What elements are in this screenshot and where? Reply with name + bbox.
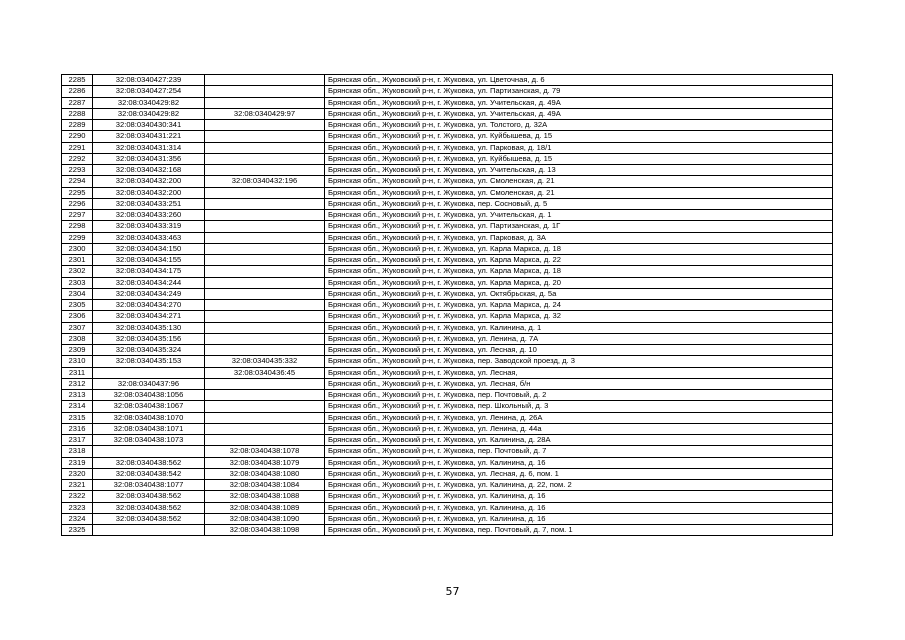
cadastral-number-cell: 32:08:0340434:270 xyxy=(93,300,205,311)
cadastral-number-cell: 32:08:0340434:271 xyxy=(93,311,205,322)
registry-table xyxy=(61,74,833,536)
table-row xyxy=(62,480,833,491)
table-row xyxy=(62,333,833,344)
row-number-cell: 2291 xyxy=(62,142,93,153)
row-number-cell: 2323 xyxy=(62,502,93,513)
address-cell: Брянская обл., Жуковский р-н, г. Жуковка, ул. Учительская, д. 13 xyxy=(325,165,833,176)
table-row xyxy=(62,345,833,356)
linked-cadastral-number-cell xyxy=(205,435,325,446)
address-cell: Брянская обл., Жуковский р-н, г. Жуковка, ул. Учительская, д. 49А xyxy=(325,97,833,108)
linked-cadastral-number-cell xyxy=(205,210,325,221)
address-cell: Брянская обл., Жуковский р-н, г. Жуковка, ул. Лесная, xyxy=(325,367,833,378)
cadastral-number-cell: 32:08:0340427:239 xyxy=(93,75,205,86)
row-number-cell: 2297 xyxy=(62,210,93,221)
cadastral-number-cell: 32:08:0340427:254 xyxy=(93,86,205,97)
linked-cadastral-number-cell xyxy=(205,243,325,254)
linked-cadastral-number-cell xyxy=(205,120,325,131)
linked-cadastral-number-cell xyxy=(205,86,325,97)
cadastral-number-cell: 32:08:0340434:175 xyxy=(93,266,205,277)
row-number-cell: 2307 xyxy=(62,322,93,333)
address-cell: Брянская обл., Жуковский р-н, г. Жуковка, ул. Куйбышева, д. 15 xyxy=(325,153,833,164)
linked-cadastral-number-cell: 32:08:0340438:1079 xyxy=(205,457,325,468)
row-number-cell: 2311 xyxy=(62,367,93,378)
table-row xyxy=(62,187,833,198)
cadastral-number-cell: 32:08:0340435:156 xyxy=(93,333,205,344)
row-number-cell: 2320 xyxy=(62,468,93,479)
cadastral-number-cell: 32:08:0340438:562 xyxy=(93,491,205,502)
linked-cadastral-number-cell xyxy=(205,412,325,423)
address-cell: Брянская обл., Жуковский р-н, г. Жуковка, ул. Смоленская, д. 21 xyxy=(325,187,833,198)
row-number-cell: 2324 xyxy=(62,513,93,524)
linked-cadastral-number-cell xyxy=(205,277,325,288)
cadastral-number-cell: 32:08:0340430:341 xyxy=(93,120,205,131)
page-number: 57 xyxy=(445,585,460,598)
cadastral-number-cell: 32:08:0340435:130 xyxy=(93,322,205,333)
table-row xyxy=(62,311,833,322)
row-number-cell: 2301 xyxy=(62,255,93,266)
cadastral-number-cell: 32:08:0340438:1056 xyxy=(93,390,205,401)
address-cell: Брянская обл., Жуковский р-н, г. Жуковка, пер. Заводской проезд, д. 3 xyxy=(325,356,833,367)
row-number-cell: 2321 xyxy=(62,480,93,491)
table-row xyxy=(62,221,833,232)
table-row xyxy=(62,367,833,378)
row-number-cell: 2289 xyxy=(62,120,93,131)
linked-cadastral-number-cell: 32:08:0340438:1098 xyxy=(205,525,325,536)
address-cell: Брянская обл., Жуковский р-н, г. Жуковка, ул. Калинина, д. 16 xyxy=(325,457,833,468)
cadastral-number-cell: 32:08:0340434:150 xyxy=(93,243,205,254)
row-number-cell: 2299 xyxy=(62,232,93,243)
linked-cadastral-number-cell xyxy=(205,198,325,209)
row-number-cell: 2319 xyxy=(62,457,93,468)
row-number-cell: 2325 xyxy=(62,525,93,536)
linked-cadastral-number-cell xyxy=(205,288,325,299)
address-cell: Брянская обл., Жуковский р-н, г. Жуковка, ул. Октябрьская, д. 5а xyxy=(325,288,833,299)
address-cell: Брянская обл., Жуковский р-н, г. Жуковка, пер. Почтовый, д. 7 xyxy=(325,446,833,457)
linked-cadastral-number-cell xyxy=(205,232,325,243)
table-row xyxy=(62,277,833,288)
linked-cadastral-number-cell: 32:08:0340438:1089 xyxy=(205,502,325,513)
cadastral-number-cell: 32:08:0340433:463 xyxy=(93,232,205,243)
row-number-cell: 2292 xyxy=(62,153,93,164)
linked-cadastral-number-cell xyxy=(205,75,325,86)
row-number-cell: 2312 xyxy=(62,378,93,389)
table-row xyxy=(62,502,833,513)
address-cell: Брянская обл., Жуковский р-н, г. Жуковка, ул. Ленина, д. 44а xyxy=(325,423,833,434)
table-row xyxy=(62,198,833,209)
cadastral-number-cell: 32:08:0340429:82 xyxy=(93,97,205,108)
address-cell: Брянская обл., Жуковский р-н, г. Жуковка, ул. Калинина, д. 22, пом. 2 xyxy=(325,480,833,491)
table-row xyxy=(62,255,833,266)
cadastral-number-cell: 32:08:0340435:324 xyxy=(93,345,205,356)
linked-cadastral-number-cell xyxy=(205,131,325,142)
table-row xyxy=(62,446,833,457)
linked-cadastral-number-cell: 32:08:0340436:45 xyxy=(205,367,325,378)
table-row xyxy=(62,525,833,536)
row-number-cell: 2298 xyxy=(62,221,93,232)
cadastral-number-cell: 32:08:0340432:200 xyxy=(93,176,205,187)
linked-cadastral-number-cell xyxy=(205,401,325,412)
row-number-cell: 2314 xyxy=(62,401,93,412)
cadastral-number-cell: 32:08:0340438:1070 xyxy=(93,412,205,423)
table-row xyxy=(62,86,833,97)
address-cell: Брянская обл., Жуковский р-н, г. Жуковка, ул. Толстого, д. 32А xyxy=(325,120,833,131)
linked-cadastral-number-cell xyxy=(205,255,325,266)
row-number-cell: 2300 xyxy=(62,243,93,254)
row-number-cell: 2293 xyxy=(62,165,93,176)
address-cell: Брянская обл., Жуковский р-н, г. Жуковка, ул. Лесная, б/н xyxy=(325,378,833,389)
linked-cadastral-number-cell xyxy=(205,390,325,401)
address-cell: Брянская обл., Жуковский р-н, г. Жуковка, ул. Калинина, д. 16 xyxy=(325,513,833,524)
row-number-cell: 2306 xyxy=(62,311,93,322)
table-row xyxy=(62,108,833,119)
linked-cadastral-number-cell xyxy=(205,153,325,164)
address-cell: Брянская обл., Жуковский р-н, г. Жуковка, пер. Почтовый, д. 7, пом. 1 xyxy=(325,525,833,536)
row-number-cell: 2315 xyxy=(62,412,93,423)
linked-cadastral-number-cell xyxy=(205,142,325,153)
linked-cadastral-number-cell xyxy=(205,266,325,277)
cadastral-number-cell: 32:08:0340433:319 xyxy=(93,221,205,232)
table-row xyxy=(62,75,833,86)
table-row xyxy=(62,97,833,108)
row-number-cell: 2303 xyxy=(62,277,93,288)
linked-cadastral-number-cell: 32:08:0340435:332 xyxy=(205,356,325,367)
row-number-cell: 2296 xyxy=(62,198,93,209)
linked-cadastral-number-cell xyxy=(205,322,325,333)
cadastral-number-cell: 32:08:0340431:356 xyxy=(93,153,205,164)
row-number-cell: 2305 xyxy=(62,300,93,311)
cadastral-number-cell: 32:08:0340438:562 xyxy=(93,457,205,468)
linked-cadastral-number-cell: 32:08:0340438:1090 xyxy=(205,513,325,524)
address-cell: Брянская обл., Жуковский р-н, г. Жуковка, ул. Карла Маркса, д. 24 xyxy=(325,300,833,311)
cadastral-number-cell: 32:08:0340438:542 xyxy=(93,468,205,479)
row-number-cell: 2308 xyxy=(62,333,93,344)
table-row xyxy=(62,322,833,333)
address-cell: Брянская обл., Жуковский р-н, г. Жуковка, ул. Калинина, д. 16 xyxy=(325,502,833,513)
cadastral-number-cell: 32:08:0340434:249 xyxy=(93,288,205,299)
address-cell: Брянская обл., Жуковский р-н, г. Жуковка, пер. Сосновый, д. 5 xyxy=(325,198,833,209)
row-number-cell: 2317 xyxy=(62,435,93,446)
cadastral-number-cell: 32:08:0340438:1073 xyxy=(93,435,205,446)
address-cell: Брянская обл., Жуковский р-н, г. Жуковка, ул. Карла Маркса, д. 22 xyxy=(325,255,833,266)
cadastral-number-cell: 32:08:0340431:221 xyxy=(93,131,205,142)
linked-cadastral-number-cell xyxy=(205,333,325,344)
cadastral-number-cell: 32:08:0340438:1071 xyxy=(93,423,205,434)
address-cell: Брянская обл., Жуковский р-н, г. Жуковка, ул. Куйбышева, д. 15 xyxy=(325,131,833,142)
row-number-cell: 2287 xyxy=(62,97,93,108)
address-cell: Брянская обл., Жуковский р-н, г. Жуковка, пер. Почтовый, д. 2 xyxy=(325,390,833,401)
row-number-cell: 2286 xyxy=(62,86,93,97)
row-number-cell: 2295 xyxy=(62,187,93,198)
address-cell: Брянская обл., Жуковский р-н, г. Жуковка, ул. Карла Маркса, д. 18 xyxy=(325,266,833,277)
cadastral-number-cell: 32:08:0340429:82 xyxy=(93,108,205,119)
linked-cadastral-number-cell: 32:08:0340432:196 xyxy=(205,176,325,187)
address-cell: Брянская обл., Жуковский р-н, г. Жуковка, ул. Калинина, д. 1 xyxy=(325,322,833,333)
address-cell: Брянская обл., Жуковский р-н, г. Жуковка, ул. Ленина, д. 26А xyxy=(325,412,833,423)
cadastral-number-cell: 32:08:0340438:1077 xyxy=(93,480,205,491)
address-cell: Брянская обл., Жуковский р-н, г. Жуковка, ул. Калинина, д. 16 xyxy=(325,491,833,502)
address-cell: Брянская обл., Жуковский р-н, г. Жуковка, ул. Цветочная, д. 6 xyxy=(325,75,833,86)
address-cell: Брянская обл., Жуковский р-н, г. Жуковка, ул. Учительская, д. 49А xyxy=(325,108,833,119)
linked-cadastral-number-cell xyxy=(205,97,325,108)
cadastral-number-cell: 32:08:0340438:562 xyxy=(93,502,205,513)
cadastral-number-cell xyxy=(93,367,205,378)
address-cell: Брянская обл., Жуковский р-н, г. Жуковка, ул. Карла Маркса, д. 32 xyxy=(325,311,833,322)
table-row xyxy=(62,435,833,446)
linked-cadastral-number-cell xyxy=(205,165,325,176)
linked-cadastral-number-cell: 32:08:0340438:1088 xyxy=(205,491,325,502)
cadastral-number-cell: 32:08:0340438:1067 xyxy=(93,401,205,412)
row-number-cell: 2288 xyxy=(62,108,93,119)
table-row xyxy=(62,232,833,243)
cadastral-number-cell: 32:08:0340438:562 xyxy=(93,513,205,524)
cadastral-number-cell: 32:08:0340433:251 xyxy=(93,198,205,209)
address-cell: Брянская обл., Жуковский р-н, г. Жуковка, ул. Лесная, д. 6, пом. 1 xyxy=(325,468,833,479)
row-number-cell: 2302 xyxy=(62,266,93,277)
row-number-cell: 2304 xyxy=(62,288,93,299)
table-row xyxy=(62,142,833,153)
table-row xyxy=(62,423,833,434)
cadastral-number-cell: 32:08:0340433:260 xyxy=(93,210,205,221)
table-row xyxy=(62,513,833,524)
cadastral-number-cell: 32:08:0340432:200 xyxy=(93,187,205,198)
table-row xyxy=(62,165,833,176)
table-row xyxy=(62,288,833,299)
table-row xyxy=(62,468,833,479)
linked-cadastral-number-cell xyxy=(205,300,325,311)
table-row xyxy=(62,120,833,131)
address-cell: Брянская обл., Жуковский р-н, г. Жуковка, пер. Школьный, д. 3 xyxy=(325,401,833,412)
row-number-cell: 2318 xyxy=(62,446,93,457)
linked-cadastral-number-cell xyxy=(205,423,325,434)
table-row xyxy=(62,210,833,221)
address-cell: Брянская обл., Жуковский р-н, г. Жуковка, ул. Парковая, д. 18/1 xyxy=(325,142,833,153)
table-row xyxy=(62,153,833,164)
address-cell: Брянская обл., Жуковский р-н, г. Жуковка, ул. Парковая, д. 3А xyxy=(325,232,833,243)
cadastral-number-cell: 32:08:0340431:314 xyxy=(93,142,205,153)
row-number-cell: 2313 xyxy=(62,390,93,401)
row-number-cell: 2322 xyxy=(62,491,93,502)
cadastral-number-cell xyxy=(93,525,205,536)
row-number-cell: 2290 xyxy=(62,131,93,142)
cadastral-number-cell: 32:08:0340434:155 xyxy=(93,255,205,266)
linked-cadastral-number-cell xyxy=(205,221,325,232)
row-number-cell: 2285 xyxy=(62,75,93,86)
table-row xyxy=(62,176,833,187)
linked-cadastral-number-cell xyxy=(205,311,325,322)
address-cell: Брянская обл., Жуковский р-н, г. Жуковка, ул. Партизанская, д. 79 xyxy=(325,86,833,97)
linked-cadastral-number-cell: 32:08:0340438:1080 xyxy=(205,468,325,479)
table-row xyxy=(62,266,833,277)
registry-body xyxy=(62,75,833,536)
table-row xyxy=(62,131,833,142)
linked-cadastral-number-cell: 32:08:0340438:1084 xyxy=(205,480,325,491)
linked-cadastral-number-cell: 32:08:0340429:97 xyxy=(205,108,325,119)
table-row xyxy=(62,491,833,502)
table-row xyxy=(62,378,833,389)
table-row xyxy=(62,356,833,367)
cadastral-number-cell: 32:08:0340434:244 xyxy=(93,277,205,288)
address-cell: Брянская обл., Жуковский р-н, г. Жуковка, ул. Партизанская, д. 1Г xyxy=(325,221,833,232)
cadastral-number-cell: 32:08:0340437:96 xyxy=(93,378,205,389)
table-row xyxy=(62,300,833,311)
address-cell: Брянская обл., Жуковский р-н, г. Жуковка, ул. Учительская, д. 1 xyxy=(325,210,833,221)
row-number-cell: 2316 xyxy=(62,423,93,434)
table-row xyxy=(62,390,833,401)
cadastral-number-cell xyxy=(93,446,205,457)
row-number-cell: 2310 xyxy=(62,356,93,367)
row-number-cell: 2294 xyxy=(62,176,93,187)
table-row xyxy=(62,243,833,254)
linked-cadastral-number-cell xyxy=(205,187,325,198)
cadastral-number-cell: 32:08:0340432:168 xyxy=(93,165,205,176)
linked-cadastral-number-cell xyxy=(205,378,325,389)
address-cell: Брянская обл., Жуковский р-н, г. Жуковка, ул. Ленина, д. 7А xyxy=(325,333,833,344)
cadastral-number-cell: 32:08:0340435:153 xyxy=(93,356,205,367)
table-row xyxy=(62,457,833,468)
linked-cadastral-number-cell xyxy=(205,345,325,356)
address-cell: Брянская обл., Жуковский р-н, г. Жуковка, ул. Смоленская, д. 21 xyxy=(325,176,833,187)
address-cell: Брянская обл., Жуковский р-н, г. Жуковка, ул. Лесная, д. 10 xyxy=(325,345,833,356)
address-cell: Брянская обл., Жуковский р-н, г. Жуковка, ул. Калинина, д. 28А xyxy=(325,435,833,446)
address-cell: Брянская обл., Жуковский р-н, г. Жуковка, ул. Карла Маркса, д. 18 xyxy=(325,243,833,254)
row-number-cell: 2309 xyxy=(62,345,93,356)
table-row xyxy=(62,412,833,423)
linked-cadastral-number-cell: 32:08:0340438:1078 xyxy=(205,446,325,457)
address-cell: Брянская обл., Жуковский р-н, г. Жуковка, ул. Карла Маркса, д. 20 xyxy=(325,277,833,288)
table-row xyxy=(62,401,833,412)
